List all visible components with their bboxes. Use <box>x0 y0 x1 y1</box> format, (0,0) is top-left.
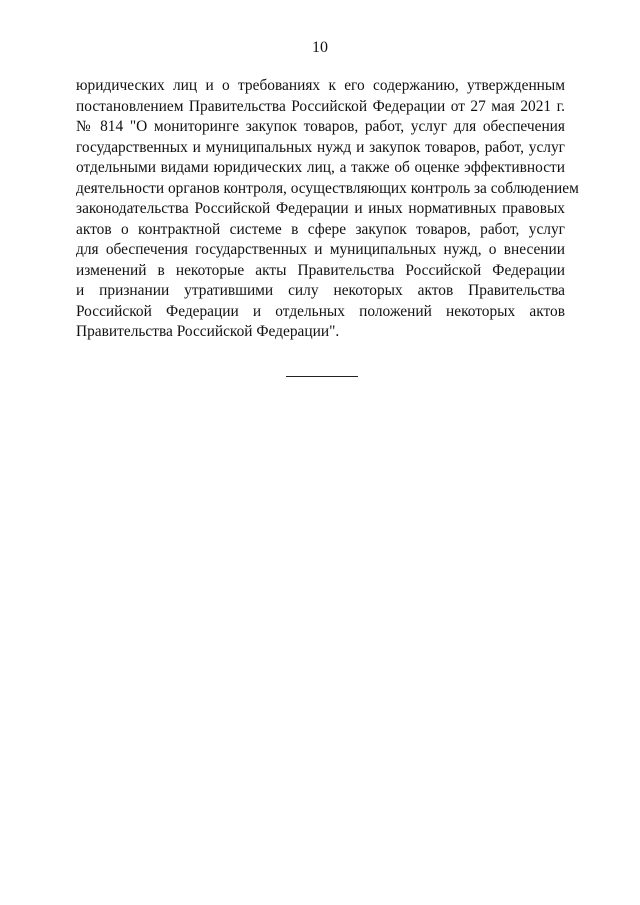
paragraph-line: отдельными видами юридических лиц, а также об оценке эффективности <box>76 159 565 176</box>
paragraph-line: для обеспечения государственных и муниципальных нужд, о внесении <box>76 241 565 258</box>
paragraph-line: юридических лиц и о требованиях к его содержанию, утвержденным <box>76 77 565 94</box>
paragraph-line: № 814 "О мониторинге закупок товаров, работ, услуг для обеспечения <box>76 118 565 135</box>
paragraph-line: государственных и муниципальных нужд и закупок товаров, работ, услуг <box>76 138 565 156</box>
paragraph-line: актов о контрактной системе в сфере закупок товаров, работ, услуг <box>76 220 565 238</box>
paragraph-line: и признании утратившими силу некоторых актов Правительства <box>76 282 565 299</box>
paragraph-line: постановлением Правительства Российской Федерации от 27 мая 2021 г. <box>76 97 565 115</box>
paragraph-line: законодательства Российской Федерации и иных нормативных правовых <box>76 200 565 217</box>
page-number: 10 <box>312 39 328 56</box>
paragraph-line: Российской Федерации и отдельных положений некоторых актов <box>76 302 565 320</box>
document-body-paragraph <box>76 76 579 343</box>
paragraph-line: Правительства Российской Федерации". <box>76 323 340 340</box>
paragraph-line: деятельности органов контроля, осуществляющих контроль за соблюдением <box>76 179 579 197</box>
end-of-document-rule <box>286 376 358 377</box>
paragraph-line: изменений в некоторые акты Правительства Российской Федерации <box>76 261 565 279</box>
